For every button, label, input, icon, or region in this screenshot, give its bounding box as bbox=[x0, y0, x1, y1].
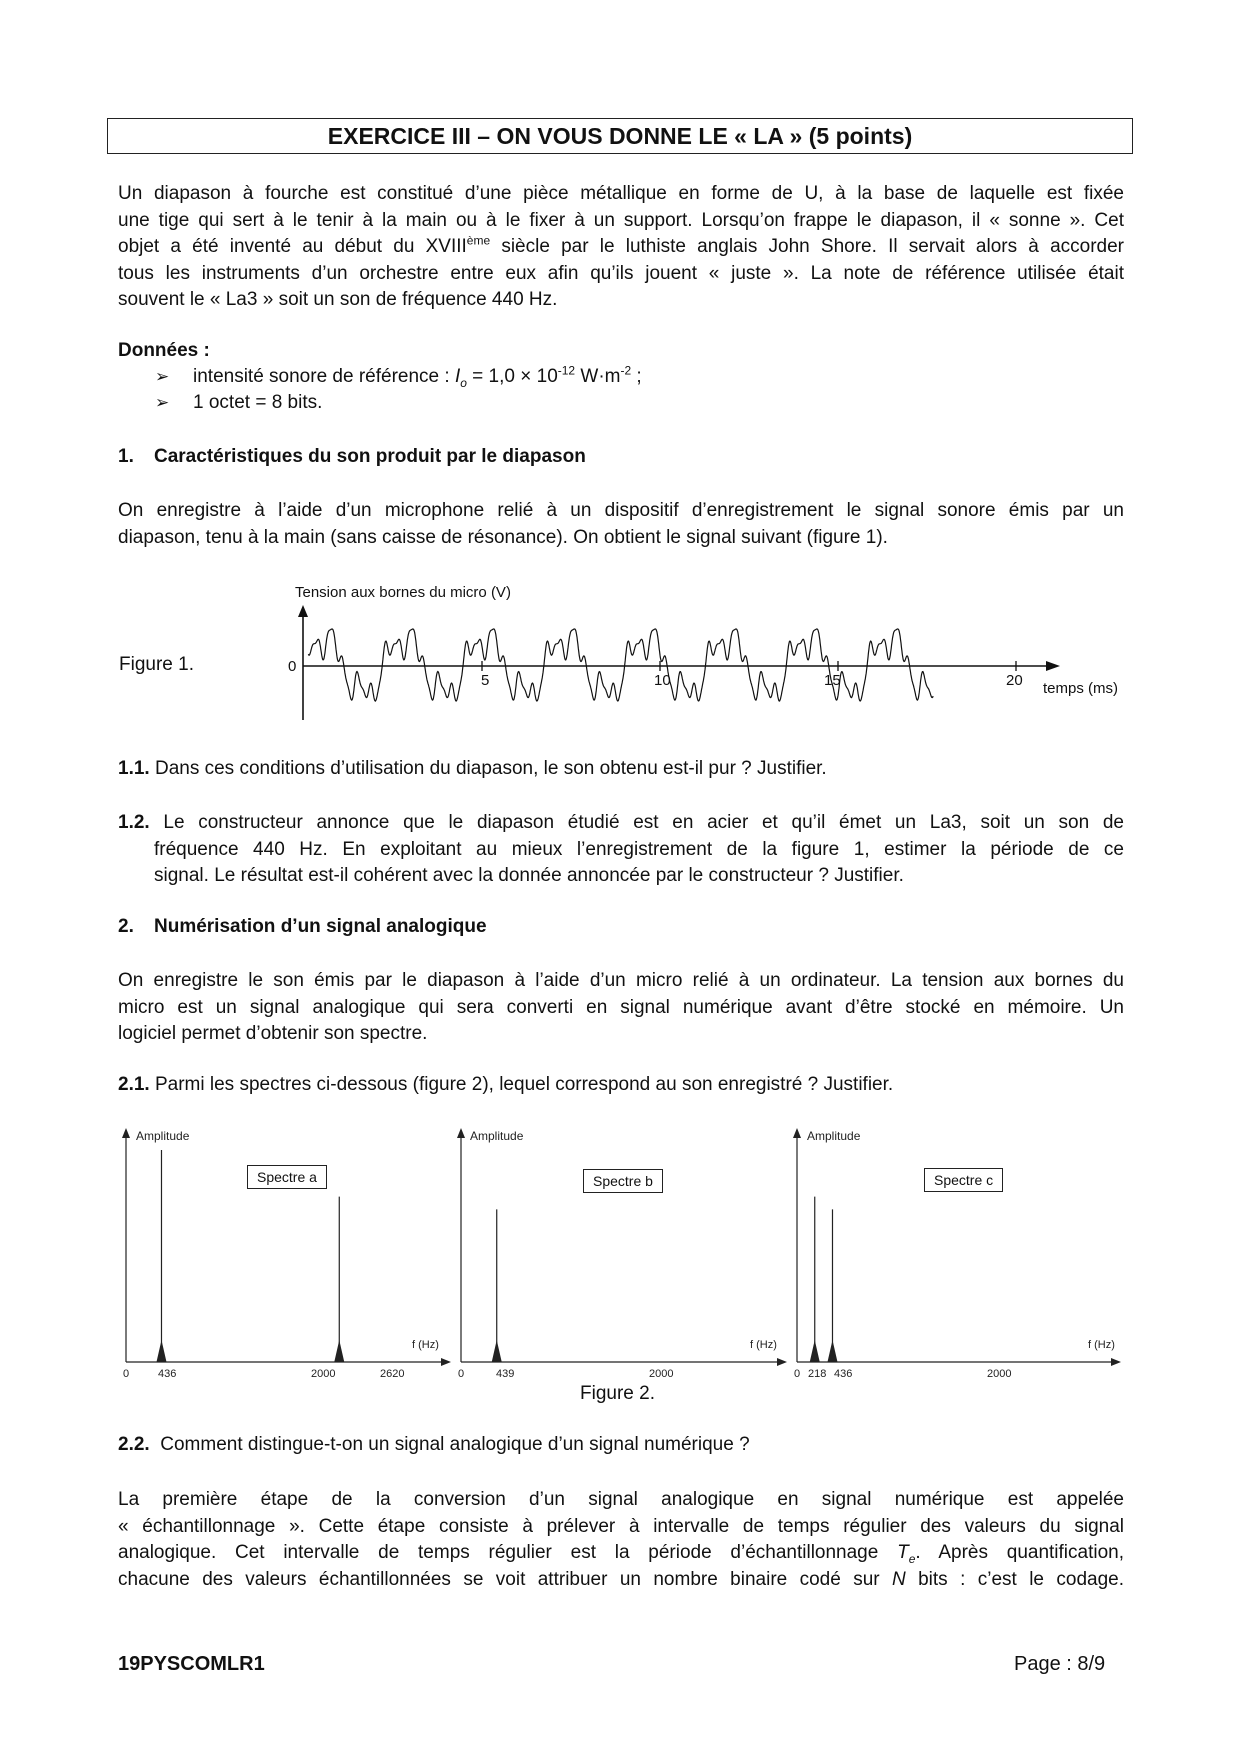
x-axis-arrow-icon bbox=[777, 1358, 787, 1366]
spectrum-peak-base bbox=[334, 1340, 344, 1362]
section-title: Caractéristiques du son produit par le diapason bbox=[154, 446, 586, 467]
question-number: 1.2. bbox=[118, 812, 150, 833]
y-axis-arrow-icon bbox=[793, 1128, 801, 1138]
figure-2-spectra bbox=[118, 1125, 1128, 1380]
tick-label: 2000 bbox=[649, 1368, 674, 1380]
paragraph-line: logiciel permet d’obtenir son spectre. bbox=[118, 1023, 428, 1044]
x-tick-label: 10 bbox=[654, 672, 671, 689]
question-text: Comment distingue-t-on un signal analogique d’un signal numérique ? bbox=[149, 1434, 750, 1455]
paragraph-line: micro est un signal analogique qui sera converti en signal numérique avant d’être stocké en mémoire. Un bbox=[118, 996, 1124, 1018]
donnees-item bbox=[155, 392, 322, 414]
donnees-text: W·m bbox=[575, 366, 621, 387]
question-text: Parmi les spectres ci-dessous (figure 2), lequel correspond au son enregistré ? Justifier. bbox=[149, 1074, 894, 1095]
section-number: 2. bbox=[118, 916, 134, 937]
arrow-bullet-icon: ➢ bbox=[155, 393, 170, 412]
tick-label: 436 bbox=[158, 1368, 177, 1380]
x-tick-label: 20 bbox=[1006, 672, 1023, 689]
intro-line: souvent le « La3 » soit un son de fréquence 440 Hz. bbox=[118, 289, 558, 310]
question-line: fréquence 440 Hz. En exploitant au mieux l’enregistrement de la figure 1, estimer la période de ce bbox=[154, 838, 1124, 860]
y-axis-arrow-icon bbox=[457, 1128, 465, 1138]
donnees-item bbox=[155, 363, 642, 390]
donnees-text: = 1,0 × 10 bbox=[466, 366, 558, 387]
intro-superscript: ème bbox=[466, 233, 491, 248]
exponent: -2 bbox=[620, 363, 632, 378]
paragraph-line: On enregistre le son émis par le diapason à l’aide d’un micro relié à un ordinateur. La tension aux bornes du bbox=[118, 970, 1124, 991]
figure-1-ylabel: Tension aux bornes du micro (V) bbox=[295, 584, 511, 601]
paragraph-line: La première étape de la conversion d’un signal analogique en signal numérique est appelée bbox=[118, 1489, 1124, 1510]
donnees-text: 1 octet = 8 bits. bbox=[193, 392, 323, 413]
intro-text: objet a été inventé au début du XVIII bbox=[118, 236, 467, 257]
x-axis-arrow-icon bbox=[1046, 661, 1060, 671]
x-axis-arrow-icon bbox=[441, 1358, 451, 1366]
x-tick-label: 5 bbox=[481, 672, 490, 689]
donnees-text: intensité sonore de référence : bbox=[193, 366, 455, 387]
question-1-1 bbox=[118, 758, 827, 780]
spectrum-ylabel: Amplitude bbox=[136, 1129, 190, 1143]
intro-line: une tige qui sert à le tenir à la main ou à le fixer à un support. Lorsqu’on frappe le diapason, il « sonne ». Cet bbox=[118, 209, 1124, 231]
question-2-1 bbox=[118, 1074, 893, 1096]
spectrum-peak-base bbox=[827, 1340, 837, 1362]
tick-label: 0 bbox=[458, 1368, 465, 1380]
bits-symbol: N bbox=[891, 1568, 906, 1590]
figure-1-label: Figure 1. bbox=[119, 654, 194, 675]
x-tick-label: 15 bbox=[824, 672, 841, 689]
tick-label: 218 bbox=[808, 1368, 827, 1380]
question-number: 2.2. bbox=[118, 1434, 150, 1455]
tick-label: 2000 bbox=[987, 1368, 1012, 1380]
intensity-subscript: o bbox=[460, 375, 467, 390]
section-number: 1. bbox=[118, 446, 134, 467]
question-number: 1.1. bbox=[118, 758, 150, 779]
intro-line: tous les instruments d’un orchestre entre eux afin qu’ils jouent « juste ». La note de référence utilisée était bbox=[118, 262, 1124, 284]
period-symbol: T bbox=[897, 1542, 909, 1563]
section-2-paragraph bbox=[118, 968, 1124, 1048]
question-line bbox=[118, 810, 1124, 837]
spectrum-c-peaks bbox=[810, 1197, 838, 1362]
x-axis-arrow-icon bbox=[1111, 1358, 1121, 1366]
page-number: Page : 8/9 bbox=[1014, 1653, 1106, 1675]
paragraph-line bbox=[118, 1540, 1124, 1567]
spectrum-b bbox=[457, 1128, 787, 1380]
intensity-symbol: I bbox=[454, 366, 461, 387]
spectrum-c bbox=[793, 1128, 1121, 1380]
tick-label: 436 bbox=[834, 1368, 853, 1380]
intro-line bbox=[118, 234, 1124, 261]
arrow-bullet-icon: ➢ bbox=[155, 367, 170, 386]
spectrum-peak-base bbox=[492, 1340, 502, 1362]
spectrum-ylabel: Amplitude bbox=[470, 1129, 524, 1143]
question-line: signal. Le résultat est-il cohérent avec la donnée annoncée par le constructeur ? Justifier. bbox=[154, 865, 904, 886]
spectrum-c-label: Spectre c bbox=[924, 1168, 1003, 1192]
figure-1-xlabel: temps (ms) bbox=[1043, 680, 1118, 697]
figure-1-chart bbox=[280, 575, 1140, 725]
tick-label: 439 bbox=[496, 1368, 515, 1380]
donnees-heading: Données : bbox=[118, 340, 210, 361]
section-title: Numérisation d’un signal analogique bbox=[154, 916, 487, 937]
y-axis-arrow-icon bbox=[298, 605, 308, 617]
period-subscript: e bbox=[908, 1551, 916, 1566]
paragraph-line bbox=[118, 1567, 1124, 1594]
tick-label: 2000 bbox=[311, 1368, 336, 1380]
paragraph-text: chacune des valeurs échantillonnées se voit attribuer un nombre binaire codé sur bbox=[118, 1568, 892, 1590]
paragraph-line: On enregistre à l’aide d’un microphone relié à un dispositif d’enregistrement le signal sonore émis par un bbox=[118, 500, 1124, 521]
donnees-text: ; bbox=[631, 366, 642, 387]
tick-label: 2620 bbox=[380, 1368, 405, 1380]
figure-2-caption: Figure 2. bbox=[580, 1383, 655, 1404]
final-paragraph bbox=[118, 1487, 1124, 1593]
section-1-heading bbox=[118, 446, 586, 468]
exponent: -12 bbox=[557, 363, 576, 378]
intro-text: siècle par le luthiste anglais John Shore. Il servait alors à accorder bbox=[490, 236, 1124, 257]
exercise-title: EXERCICE III – ON VOUS DONNE LE « LA » (5 points) bbox=[107, 118, 1133, 154]
spectrum-b-peaks bbox=[492, 1209, 502, 1362]
intro-paragraph bbox=[118, 181, 1124, 314]
spectrum-xlabel: f (Hz) bbox=[750, 1339, 777, 1351]
spectrum-xlabel: f (Hz) bbox=[1088, 1339, 1115, 1351]
question-text: Dans ces conditions d’utilisation du diapason, le son obtenu est-il pur ? Justifier. bbox=[149, 758, 827, 779]
question-1-2 bbox=[118, 810, 1124, 890]
spectrum-b-label: Spectre b bbox=[583, 1169, 663, 1193]
paragraph-text: . Après quantification, bbox=[915, 1542, 1124, 1563]
spectrum-a-label: Spectre a bbox=[247, 1165, 327, 1189]
spectra-svg bbox=[118, 1125, 1128, 1380]
question-text: Le constructeur annonce que le diapason étudié est en acier et qu’il émet un La3, soit un son de bbox=[149, 812, 1124, 833]
question-number: 2.1. bbox=[118, 1074, 150, 1095]
y-axis-arrow-icon bbox=[122, 1128, 130, 1138]
document-code: 19PYSCOMLR1 bbox=[118, 1653, 265, 1675]
tick-label: 0 bbox=[794, 1368, 801, 1380]
signal-waveform bbox=[308, 629, 933, 701]
spectrum-ylabel: Amplitude bbox=[807, 1129, 861, 1143]
intro-line: Un diapason à fourche est constitué d’une pièce métallique en forme de U, à la base de laquelle est fixée bbox=[118, 183, 1124, 204]
tick-label: 0 bbox=[123, 1368, 130, 1380]
figure-1-origin: 0 bbox=[288, 658, 297, 675]
paragraph-line: diapason, tenu à la main (sans caisse de résonance). On obtient le signal suivant (figure 1). bbox=[118, 526, 888, 548]
spectrum-peak-base bbox=[810, 1340, 820, 1362]
paragraph-text: analogique. Cet intervalle de temps régulier est la période d’échantillonnage bbox=[118, 1542, 898, 1563]
spectrum-peak-base bbox=[156, 1340, 166, 1362]
section-2-heading bbox=[118, 916, 487, 938]
spectrum-xlabel: f (Hz) bbox=[412, 1339, 439, 1351]
question-2-2 bbox=[118, 1434, 750, 1456]
paragraph-line: « échantillonnage ». Cette étape consiste à prélever à intervalle de temps régulier des valeurs du signal bbox=[118, 1515, 1124, 1537]
section-1-paragraph bbox=[118, 498, 1124, 551]
paragraph-text: bits : c’est le codage. bbox=[905, 1568, 1124, 1590]
